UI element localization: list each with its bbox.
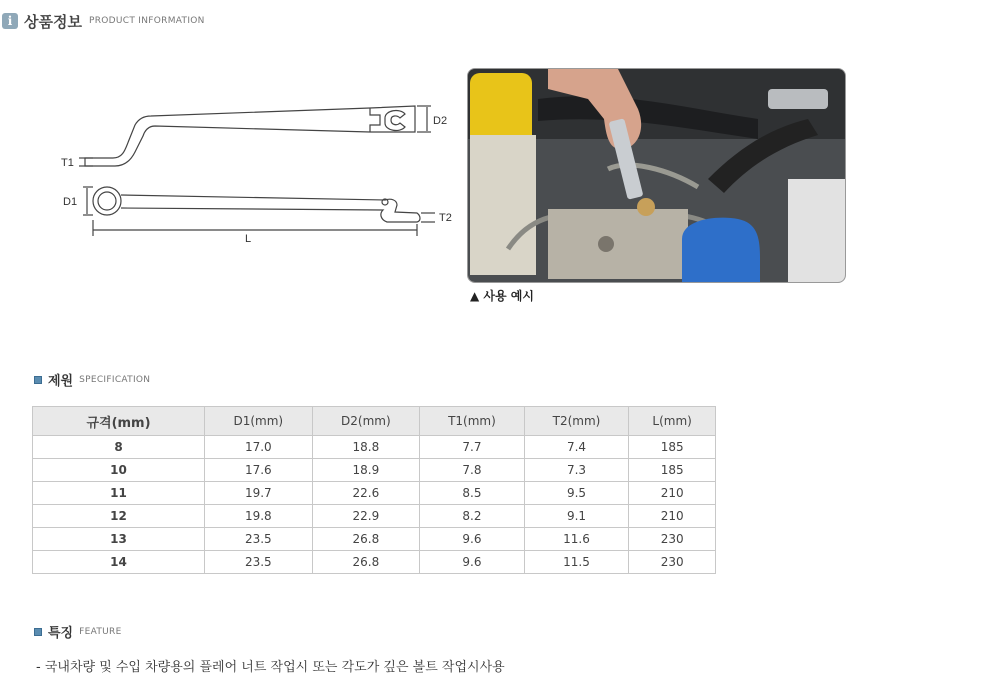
cell-d2: 22.9 bbox=[312, 505, 420, 528]
wrench-ring-outer bbox=[93, 187, 121, 215]
page-subtitle: PRODUCT INFORMATION bbox=[88, 16, 205, 26]
spec-subtitle: SPECIFICATION bbox=[79, 374, 151, 385]
cell-d1: 19.7 bbox=[205, 482, 313, 505]
spec-section-heading bbox=[34, 370, 150, 389]
cell-size: 12 bbox=[33, 505, 205, 528]
spec-table bbox=[32, 406, 716, 574]
info-icon: i bbox=[2, 13, 18, 29]
label-l: L bbox=[245, 233, 252, 245]
cell-size: 8 bbox=[33, 436, 205, 459]
feature-title: 특징 bbox=[48, 626, 74, 641]
feature-text: - 국내차량 및 수입 차량용의 플레어 너트 작업시 또는 각도가 깊은 볼트 작업시사용 bbox=[36, 660, 505, 675]
cell-l: 210 bbox=[629, 505, 716, 528]
spec-title: 제원 bbox=[48, 374, 74, 389]
wrench-top-body bbox=[121, 195, 420, 222]
blue-reservoir bbox=[682, 218, 760, 282]
cell-t1: 8.5 bbox=[420, 482, 525, 505]
cell-t1: 9.6 bbox=[420, 551, 525, 574]
cell-l: 210 bbox=[629, 482, 716, 505]
cell-t2: 7.3 bbox=[524, 459, 629, 482]
label-d2: D2 bbox=[433, 115, 448, 127]
cell-l: 230 bbox=[629, 528, 716, 551]
cell-size: 13 bbox=[33, 528, 205, 551]
page-title: 상품정보 bbox=[24, 12, 82, 31]
cell-l: 185 bbox=[629, 459, 716, 482]
cell-d2: 26.8 bbox=[312, 551, 420, 574]
wrench-diagram bbox=[55, 80, 465, 250]
cell-d2: 18.9 bbox=[312, 459, 420, 482]
spec-table-header-row bbox=[33, 407, 716, 436]
cell-d1: 23.5 bbox=[205, 528, 313, 551]
cell-t2: 11.6 bbox=[524, 528, 629, 551]
table-row bbox=[33, 436, 716, 459]
label-t2: T2 bbox=[439, 212, 452, 224]
cell-d2: 22.6 bbox=[312, 482, 420, 505]
cell-size: 11 bbox=[33, 482, 205, 505]
cell-t1: 9.6 bbox=[420, 528, 525, 551]
cell-l: 230 bbox=[629, 551, 716, 574]
cell-d1: 19.8 bbox=[205, 505, 313, 528]
wrench-side-body bbox=[85, 106, 415, 166]
col-header-d1: D1(mm) bbox=[205, 407, 313, 436]
cell-d1: 17.0 bbox=[205, 436, 313, 459]
cell-t2: 9.1 bbox=[524, 505, 629, 528]
table-row bbox=[33, 551, 716, 574]
wrench-flare-slot bbox=[370, 108, 380, 132]
page-header bbox=[0, 8, 205, 34]
usage-photo bbox=[467, 68, 846, 283]
table-row bbox=[33, 528, 716, 551]
cell-t1: 7.8 bbox=[420, 459, 525, 482]
cell-d2: 18.8 bbox=[312, 436, 420, 459]
cell-t2: 11.5 bbox=[524, 551, 629, 574]
table-row bbox=[33, 482, 716, 505]
col-header-t2: T2(mm) bbox=[524, 407, 629, 436]
cell-d1: 23.5 bbox=[205, 551, 313, 574]
col-header-size: 규격(mm) bbox=[33, 407, 205, 436]
cell-t2: 7.4 bbox=[524, 436, 629, 459]
table-row bbox=[33, 459, 716, 482]
label-t1: T1 bbox=[61, 157, 74, 169]
col-header-l: L(mm) bbox=[629, 407, 716, 436]
cell-t1: 8.2 bbox=[420, 505, 525, 528]
cell-size: 10 bbox=[33, 459, 205, 482]
col-header-d2: D2(mm) bbox=[312, 407, 420, 436]
photo-caption: ▲ 사용 예시 bbox=[470, 289, 534, 303]
square-bullet-icon bbox=[34, 376, 42, 384]
feature-subtitle: FEATURE bbox=[79, 626, 122, 637]
cell-t2: 9.5 bbox=[524, 482, 629, 505]
cell-d1: 17.6 bbox=[205, 459, 313, 482]
table-row bbox=[33, 505, 716, 528]
col-header-t1: T1(mm) bbox=[420, 407, 525, 436]
cell-t1: 7.7 bbox=[420, 436, 525, 459]
wrench-flare-jaw bbox=[385, 111, 405, 131]
square-bullet-icon bbox=[34, 628, 42, 636]
label-d1: D1 bbox=[63, 196, 78, 208]
cell-d2: 26.8 bbox=[312, 528, 420, 551]
feature-section-heading bbox=[34, 622, 122, 641]
cell-l: 185 bbox=[629, 436, 716, 459]
cell-size: 14 bbox=[33, 551, 205, 574]
wrench-ring-inner bbox=[98, 192, 116, 210]
